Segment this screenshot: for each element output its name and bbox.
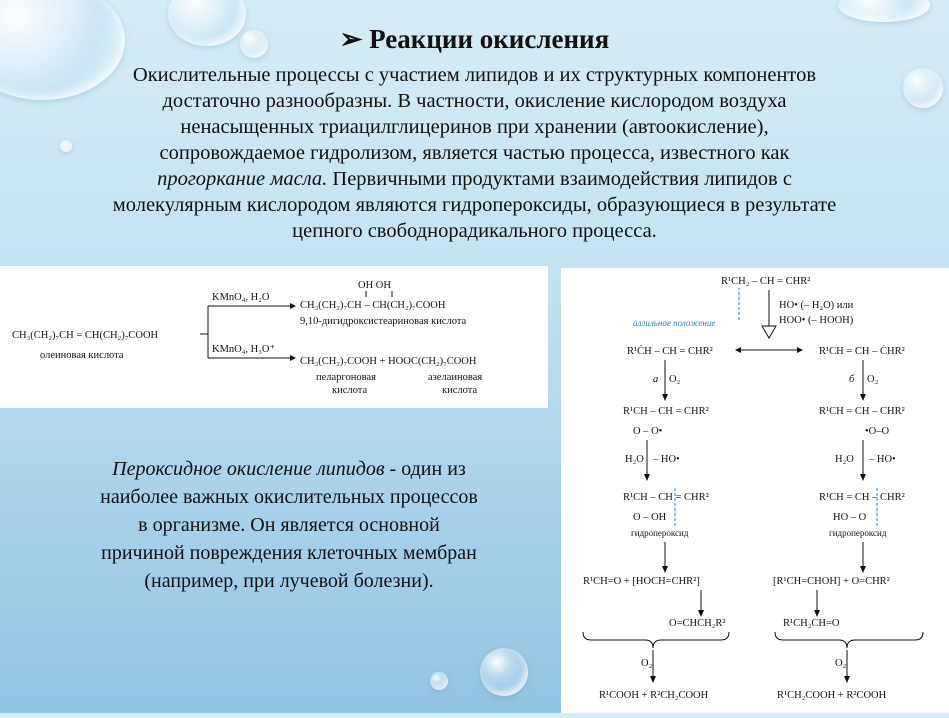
water-drop-decoration — [430, 672, 448, 690]
title-bullet-icon: ➢ — [339, 24, 363, 54]
oleic-scheme-svg — [0, 266, 548, 408]
hydroperoxide-label-right: гидропероксид — [829, 528, 887, 538]
reagent-bottom: KMnO₄, H₃O⁺ — [212, 344, 276, 355]
h2o-right: H₂O — [835, 454, 854, 465]
pelargonic-name-2: кислота — [332, 385, 368, 396]
hydro-left: R¹CH – CH = CHR² — [623, 492, 709, 503]
slide-title — [0, 24, 949, 55]
intro-italic-term: прогоркание масла. — [157, 168, 328, 190]
peroxidation-scheme-svg — [561, 268, 949, 713]
hydroperoxide-label-left: гидропероксид — [631, 528, 689, 538]
final-left: R¹COOH + R²CH₂COOH — [599, 690, 709, 701]
split-left: R¹CH=O + [HOCH=CHR²] — [583, 576, 700, 587]
h2o-left: H₂O — [625, 454, 644, 465]
intro-line: молекулярным кислородом являются гидропероксиды, образующиеся в результате — [112, 194, 837, 216]
intro-line — [36, 166, 913, 192]
radical-left: R¹ĊH – CH = CHR² — [627, 346, 713, 357]
intro-line: ненасыщенных триацилглицеринов при хранении (автоокисление), — [180, 116, 769, 138]
start-formula: R¹CH₂ – CH = CHR² — [721, 276, 811, 287]
o2-final-left: O₂ — [641, 658, 653, 669]
peroxy-left: R¹CH – CH = CHR² — [623, 406, 709, 417]
peroxy-right: R¹CH = CH – CHR² — [819, 406, 905, 417]
start-reagents-1: HO• (– H₂O) или — [779, 300, 854, 311]
intro-line: цепного свободнорадикального процесса. — [292, 220, 657, 242]
note-line: (например, при лучевой болезни). — [144, 570, 434, 592]
substrate-name: олеиновая кислота — [40, 350, 124, 361]
allylic-label: аллильное положение — [633, 318, 716, 328]
note-line: причиной повреждения клеточных мембран — [101, 542, 477, 564]
note-italic-term: Пероксидное окисление липидов — [112, 458, 385, 480]
lipid-peroxidation-scheme — [561, 268, 949, 713]
split-right: [R¹CH=CHOH] + O=CHR² — [773, 576, 890, 587]
intro-line: достаточно разнообразны. В частности, окисление кислородом воздуха — [162, 90, 787, 112]
title-text: Реакции окисления — [369, 24, 610, 54]
aldehyde-left: O=CHCH₂R² — [669, 618, 726, 629]
hydro-right-sub: HO – O — [833, 512, 867, 523]
water-drop-decoration — [480, 648, 528, 696]
o2-right: O₂ — [867, 374, 879, 385]
product-top-name: 9,10-дигидроксистеариновая кислота — [300, 316, 467, 327]
pelargonic-name: пеларгоновая — [316, 372, 376, 383]
note-line-rest: - один из — [384, 458, 466, 480]
o2-left: O₂ — [669, 374, 681, 385]
oleic-oxidation-scheme — [0, 266, 548, 408]
product-bottom-formula: CH₃(CH₂)₇COOH + HOOC(CH₂)₇COOH — [300, 356, 477, 367]
note-line: в организме. Он является основной — [138, 514, 440, 536]
peroxy-left-sub: O – O• — [633, 426, 663, 437]
intro-line-rest: Первичными продуктами взаимодействия липидов с — [327, 168, 792, 190]
water-drop-decoration — [838, 0, 930, 22]
intro-line: сопровождаемое гидролизом, является частью процесса, известного как — [159, 142, 790, 164]
azelaic-name: азелаиновая — [428, 372, 483, 383]
ho-right: – HO• — [869, 454, 896, 465]
ho-left: – HO• — [653, 454, 680, 465]
note-line: наиболее важных окислительных процессов — [100, 486, 478, 508]
step-a: а — [653, 374, 659, 385]
hydro-right: R¹CH = CH – CHR² — [819, 492, 905, 503]
o2-final-right: O₂ — [835, 658, 847, 669]
peroxy-right-sub: •O–O — [865, 426, 890, 437]
substrate-formula: CH₃(CH₂)₇CH = CH(CH₂)₇COOH — [12, 330, 159, 341]
radical-right: R¹CH = CH – ĊHR² — [819, 346, 905, 357]
start-reagents-2: HOO• (– HOOH) — [779, 315, 854, 326]
step-b: б — [849, 374, 855, 385]
intro-paragraph — [36, 62, 913, 244]
final-right: R¹CH₂COOH + R²COOH — [777, 690, 887, 701]
peroxidation-note — [44, 455, 534, 595]
reagent-top: KMnO₄, H₂O — [212, 292, 270, 303]
note-line — [44, 455, 534, 483]
product-top-formula: CH₃(CH₂)₇CH – CH(CH₂)₇COOH — [300, 300, 446, 311]
aldehyde-right: R¹CH₂CH=O — [783, 618, 840, 629]
oh-labels: OH OH — [358, 280, 391, 291]
azelaic-name-2: кислота — [442, 385, 478, 396]
intro-line: Окислительные процессы с участием липидов и их структурных компонентов — [132, 64, 817, 86]
hydro-left-sub: O – OH — [633, 512, 667, 523]
